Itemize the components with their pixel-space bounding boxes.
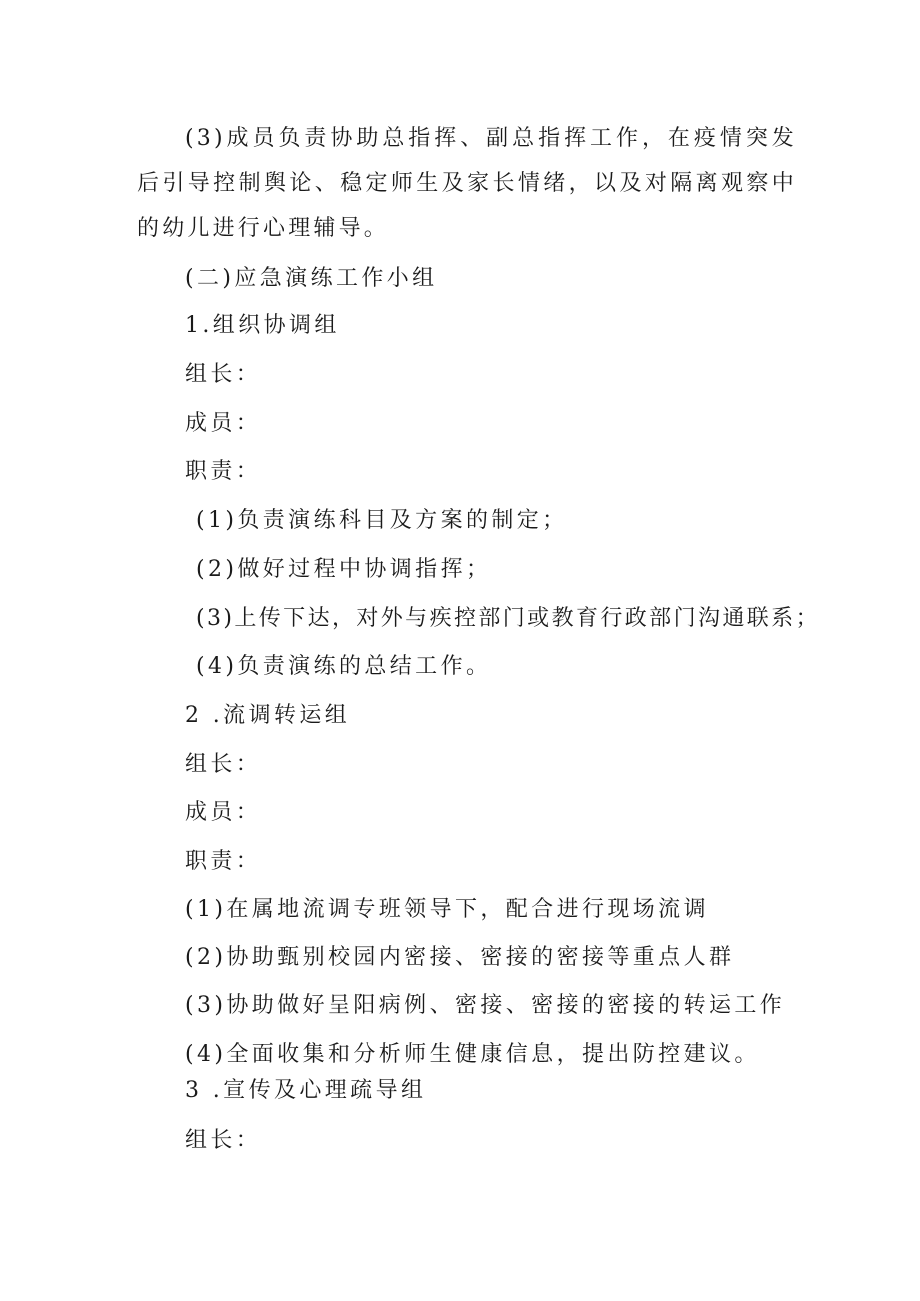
section-heading: (二)应急演练工作小组	[185, 266, 438, 291]
group-1-members-label: 成员：	[185, 411, 262, 436]
group-2-members-label: 成员：	[185, 800, 262, 825]
group-1-duties-label: 职责：	[185, 459, 262, 484]
group-2-duty-item: (1)在属地流调专班领导下，配合进行现场流调	[185, 897, 709, 922]
group-2-leader-label: 组长：	[185, 752, 262, 777]
group-1-duty-item: (3)上传下达，对外与疾控部门或教育行政部门沟通联系；	[196, 606, 820, 631]
group-3-leader-label: 组长：	[185, 1128, 262, 1153]
group-2-duties-label: 职责：	[185, 849, 262, 874]
group-1-duty-item: (4)负责演练的总结工作。	[196, 654, 492, 679]
group-2-title: 2 .流调转运组	[185, 703, 351, 728]
group-1-leader-label: 组长：	[185, 362, 262, 387]
group-2-duty-item: (3)协助做好呈阳病例、密接、密接的密接的转运工作	[185, 993, 786, 1018]
group-3-title: 3 .宣传及心理疏导组	[185, 1078, 427, 1103]
group-2-duty-item: (4)全面收集和分析师生健康信息，提出防控建议。	[185, 1042, 760, 1067]
group-1-duty-item: (2)做好过程中协调指挥；	[196, 557, 492, 582]
group-1-duty-item: (1)负责演练科目及方案的制定；	[196, 508, 568, 533]
group-2-duty-item: (2)协助甄别校园内密接、密接的密接等重点人群	[185, 945, 735, 970]
intro-paragraph: (3)成员负责协助总指挥、副总指挥工作，在疫情突发后引导控制舆论、稳定师生及家长情绪，以及对隔离观察中的幼儿进行心理辅导。	[137, 126, 797, 241]
group-1-title: 1.组织协调组	[185, 313, 340, 338]
